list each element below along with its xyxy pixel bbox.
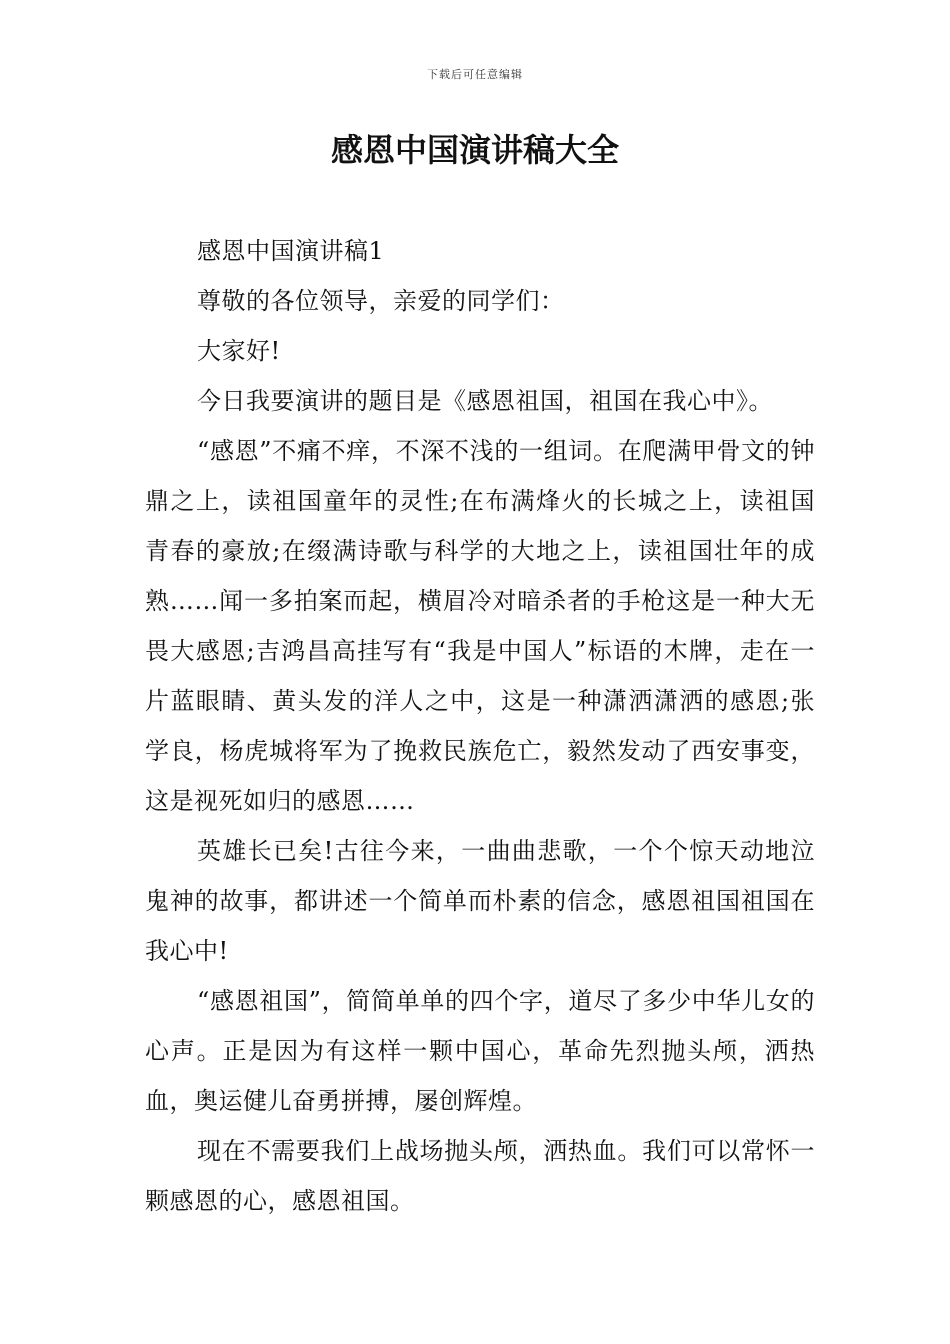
- paragraph-5: “感恩”不痛不痒，不深不浅的一组词。在爬满甲骨文的钟鼎之上，读祖国童年的灵性;在布满烽火的长城之上，读祖国青春的豪放;在缀满诗歌与科学的大地之上，读祖国壮年的成熟……闻一多拍案而起，横眉冷对暗杀者的手枪这是一种大无畏大感恩;吉鸿昌高挂写有“我是中国人”标语的木牌，走在一片蓝眼睛、黄头发的洋人之中，这是一种潇洒潇洒的感恩;张学良，杨虎城将军为了挽救民族危亡，毅然发动了西安事变，这是视死如归的感恩……: [145, 437, 815, 815]
- document-body: [145, 226, 815, 1226]
- paragraph-8: 现在不需要我们上战场抛头颅，洒热血。我们可以常怀一颗感恩的心，感恩祖国。: [145, 1137, 815, 1215]
- paragraph-1: 感恩中国演讲稿1: [197, 237, 385, 265]
- paragraph-4: 今日我要演讲的题目是《感恩祖国，祖国在我心中》。: [197, 387, 773, 415]
- document-title: 感恩中国演讲稿大全: [330, 131, 619, 169]
- header-note: 下载后可任意编辑: [427, 68, 523, 81]
- paragraph-3: 大家好!: [197, 337, 281, 365]
- paragraph-6: 英雄长已矣!古往今来，一曲曲悲歌，一个个惊天动地泣鬼神的故事，都讲述一个简单而朴素的信念，感恩祖国祖国在我心中!: [145, 837, 815, 965]
- paragraph-7: “感恩祖国”，简简单单的四个字，道尽了多少中华儿女的心声。正是因为有这样一颗中国心，革命先烈抛头颅，洒热血，奥运健儿奋勇拼搏，屡创辉煌。: [145, 987, 815, 1115]
- paragraph-2: 尊敬的各位领导，亲爱的同学们：: [197, 287, 565, 315]
